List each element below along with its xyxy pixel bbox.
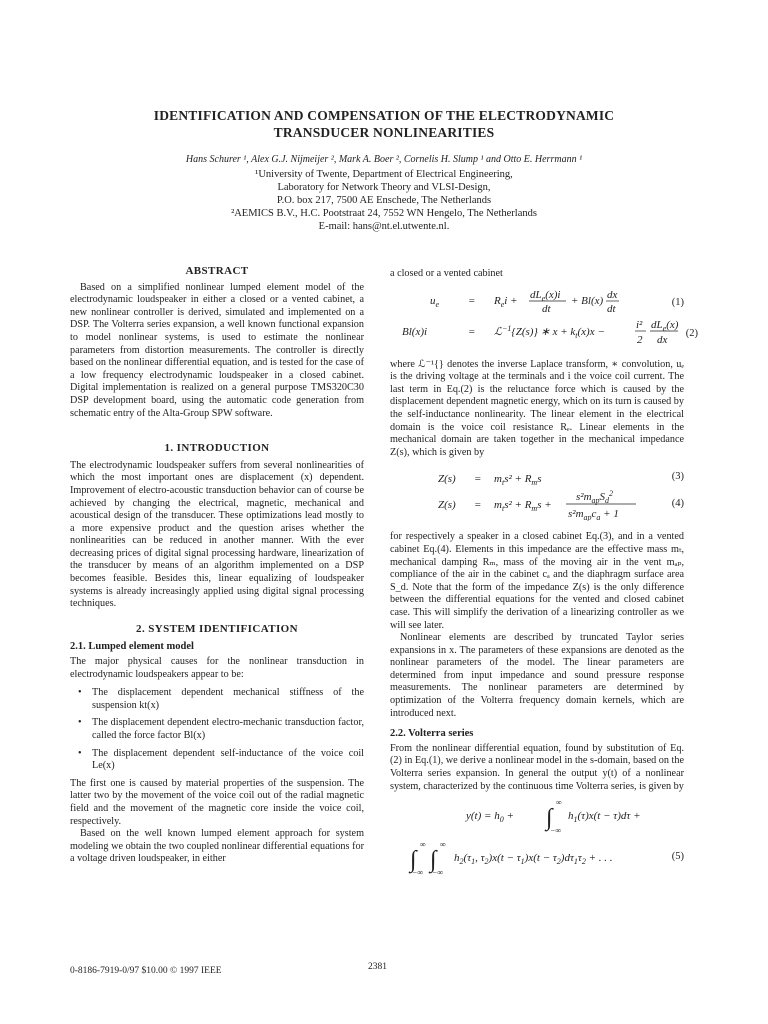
paper-title-line-2: TRANSDUCER NONLINEARITIES bbox=[273, 125, 495, 140]
svg-text:+ Bl(x): + Bl(x) bbox=[571, 294, 604, 307]
volterra-heading: 2.2. Volterra series bbox=[390, 728, 474, 740]
svg-text:∞: ∞ bbox=[420, 840, 426, 850]
svg-text:−∞: −∞ bbox=[412, 868, 424, 876]
paper-title-line-1: IDENTIFICATION AND COMPENSATION OF THE ELECTRODYNAMIC bbox=[153, 108, 615, 123]
equation-3-graphic bbox=[390, 469, 684, 487]
list-item: • The displacement dependent electro-mechanic transduction factor, called the force factor Bl(x) bbox=[70, 717, 364, 742]
right-column bbox=[390, 268, 698, 876]
introduction-heading: 1. INTRODUCTION bbox=[164, 442, 270, 455]
svg-text:i²: i² bbox=[636, 318, 643, 331]
equation-3-number: (3) bbox=[671, 471, 684, 483]
svg-text:dt: dt bbox=[542, 302, 551, 315]
list-item: • The displacement dependent mechanical stiffness of the suspension kt(x) bbox=[70, 687, 364, 712]
equation-5 bbox=[390, 797, 684, 875]
svg-text:h2(τ1, τ2)x(t − τ1)x(t − τ2)dτ: $h_2(\tau_1$, $\tau_2)x(t - \tau_1)x(t - \tau_2)d\tau_1\tau_2$ + . . . bbox=[454, 852, 613, 867]
affiliation-line-2: Laboratory for Network Theory and VLSI-Design, bbox=[277, 182, 491, 193]
equation-3 bbox=[390, 469, 684, 487]
svg-text:dLe(x)i: $dL_e(x)i$ bbox=[530, 288, 561, 303]
author-list: Hans Schurer ¹, Alex G.J. Nijmeijer ², Mark A. Boer ², Cornelis H. Slump ¹ and Otto E. Herrmann ¹ bbox=[185, 154, 583, 165]
abstract-heading: ABSTRACT bbox=[185, 265, 249, 277]
svg-text:−∞: −∞ bbox=[432, 868, 444, 876]
svg-text:mts² + Rms: $m_ts^2 + R_ms$ bbox=[494, 473, 542, 488]
copyright-line: 0-8186-7919-0/97 $10.00 © 1997 IEEE bbox=[70, 966, 222, 976]
affiliation-line-1: ¹University of Twente, Department of Electrical Engineering, bbox=[255, 169, 513, 180]
cabinet-intro-line: a closed or a vented cabinet bbox=[390, 268, 503, 279]
paragraph-laplace: where ℒ⁻¹{} denotes the inverse Laplace transform, ∗ convolution, uₑ is the driving voltage at the terminals and i the voice coil current. The last term in Eq.(2) is the reluctance force which is caused by the displacement dependent magnetic energy, which on its turn is caused by the self-inductance nonlinearity. The linear element in the electrical domain is the voice coil resistance Rₑ. Linear elements in the mechanical domain are taken together in the mechanical impedance Z(s), which is given by bbox=[390, 358, 684, 458]
svg-text:dx: dx bbox=[607, 288, 618, 301]
abstract-text: Based on a simplified nonlinear lumped element model of the electrodynamic loudspeaker in either a closed or a vented cabinet, a new nonlinear controller is derived, simulated and implemented on a DSP. The Volterra series expansion, a well known functional expansion to model nonlinear systems, is used to estimate the nonlinear parameters from distortion measurements. The controller is directly based on the nonlinear differential equation, and is tested for the case of a low frequency electrodynamic loudspeaker in a closed cabinet. Digital implementation is realized on a general purpose TMS320C30 DSP development board, using the automatic code generation from schematic entry of the Alta-Group SPW software. bbox=[70, 281, 364, 419]
svg-text:dLe(x): $dL_e(x)$ bbox=[651, 318, 679, 333]
svg-text:=: = bbox=[468, 325, 476, 338]
svg-text:2: 2 bbox=[637, 333, 643, 346]
svg-text:∫: ∫ bbox=[546, 805, 553, 832]
equation-2 bbox=[390, 317, 698, 349]
equation-1-number: (1) bbox=[671, 296, 684, 308]
email-line: E-mail: hans@nt.el.utwente.nl. bbox=[318, 221, 450, 232]
svg-text:−∞: −∞ bbox=[550, 826, 562, 836]
svg-text:∫: ∫ bbox=[430, 847, 437, 874]
page-number: 2381 bbox=[368, 962, 387, 972]
paragraph-differential-equations: Based on the well known lumped element approach for system modeling we obtain the two coupled nonlinear differential equations for a voltage driven loudspeaker, in either bbox=[70, 828, 364, 865]
lumped-element-text: The major physical causes for the nonlinear transduction in electrodynamic loudspeakers appear to be: bbox=[70, 656, 364, 680]
svg-text:ue: $u_e$ bbox=[430, 294, 440, 309]
svg-text:=: = bbox=[474, 473, 482, 486]
svg-text:ℒ−1{Z(s)} ∗ x + kt(x)x −: ℒ$^{-1}${Z(s)} ∗ $x + k_t(x)x$ − bbox=[494, 323, 605, 340]
svg-text:=: = bbox=[468, 294, 476, 307]
svg-text:y(t) = h0 +: $y(t) = h_0$ + bbox=[466, 810, 514, 825]
equation-1 bbox=[390, 287, 684, 317]
nonlinearity-list bbox=[70, 687, 364, 773]
left-column bbox=[70, 265, 364, 866]
paragraph-suspension: The first one is caused by material properties of the suspension. The latter two by the movement of the voice coil out of the radial magnetic field and the movement of the magnetic core inside the voice coil, respectively. bbox=[70, 777, 364, 827]
svg-text:Z(s): Z(s) bbox=[438, 473, 456, 486]
system-identification-heading: 2. SYSTEM IDENTIFICATION bbox=[136, 622, 298, 635]
list-item: • The displacement dependent self-inductance of the voice coil Le(x) bbox=[70, 748, 364, 773]
paragraph-impedance: for respectively a speaker in a closed cabinet Eq.(3), and in a vented cabinet Eq.(4). Elements in this impedance are the effective mass mₜ, mechanical damping Rₘ, mass of the moving air in the vent mₐₚ, compliance of the air in the cabinet cₐ and the diaphragm surface area S_d. Note that the form of the impedance Z(s) is the only difference between the differential equations for the vented and closed cabinet case. This will simplify the derivation of a linearizing controller as we will see later. bbox=[390, 531, 684, 631]
equation-2-number: (2) bbox=[685, 327, 698, 339]
equation-5-graphic bbox=[390, 797, 684, 875]
paragraph-volterra: From the nonlinear differential equation, found by substitution of Eq.(2) in Eq.(1), we derive a nonlinear model in the s-domain, based on the Volterra series expansion. In general the output y(t) of a nonlinear system, characterized by the continuous time Volterra series, is given by bbox=[390, 742, 684, 792]
svg-text:dt: dt bbox=[607, 302, 616, 315]
equation-2-graphic bbox=[390, 317, 684, 349]
svg-text:h1(τ)x(t − τ)dτ +: $h_1(\tau)x(t - \tau)d\tau$ + bbox=[568, 810, 641, 825]
paragraph-taylor: Nonlinear elements are described by truncated Taylor series expansions in x. The parameters of these expansions are denoted as the nonlinear parameters of the model. The linear parameters are determined from input impedance and sound pressure response measurements. The nonlinear parameters are determined by optimization of the Volterra frequency domain kernels, which are introduced next. bbox=[390, 632, 684, 719]
svg-text:s²mapca + 1: $s^2m_{ap}c_a + 1$ bbox=[568, 508, 619, 522]
introduction-text: The electrodynamic loudspeaker suffers from several nonlinearities of which the most important ones are displacement (x) dependent. Improvement of electro-acoustic transduction behavior can of course be achieved by changing the electrical, magnetic, mechanical and acoustical design of the transducer. These optimizations lead mostly to a more expensive product and the question arises whether the nonlinearities can be reduced in another manner. With the ever decreasing prices of digital signal processing hardware, linearization of the transducer by means of an algorithm implemented on a DSP becomes feasible. Besides this, linear equalizing of loudspeaker systems is already increasingly applied using digital signal processing techniques. bbox=[70, 459, 364, 610]
equation-1-graphic bbox=[390, 287, 684, 317]
svg-text:Bl(x)i: Bl(x)i bbox=[402, 325, 428, 338]
svg-text:∫: ∫ bbox=[410, 847, 417, 874]
lumped-element-heading: 2.1. Lumped element model bbox=[70, 641, 194, 653]
svg-text:mts² + Rms +: $m_ts^2 + R_ms$ + bbox=[494, 499, 552, 514]
affiliation-line-4: ²AEMICS B.V., H.C. Pootstraat 24, 7552 WN Hengelo, The Netherlands bbox=[231, 208, 537, 219]
svg-text:Rei +: $R_ei$ + bbox=[494, 294, 518, 309]
svg-text:dx: dx bbox=[657, 333, 668, 346]
equation-4-graphic bbox=[390, 489, 684, 521]
svg-text:∞: ∞ bbox=[556, 798, 562, 808]
affiliation-line-3: P.O. box 217, 7500 AE Enschede, The Netherlands bbox=[276, 195, 492, 206]
equation-4-number: (4) bbox=[671, 498, 684, 510]
equation-4 bbox=[390, 489, 684, 521]
equation-5-number: (5) bbox=[671, 851, 684, 863]
svg-text:s²mapSd2: $s^2m_{ap}S_d^2$ bbox=[576, 489, 614, 506]
svg-text:=: = bbox=[474, 499, 482, 512]
svg-text:∞: ∞ bbox=[440, 840, 446, 850]
svg-text:Z(s): Z(s) bbox=[438, 499, 456, 512]
